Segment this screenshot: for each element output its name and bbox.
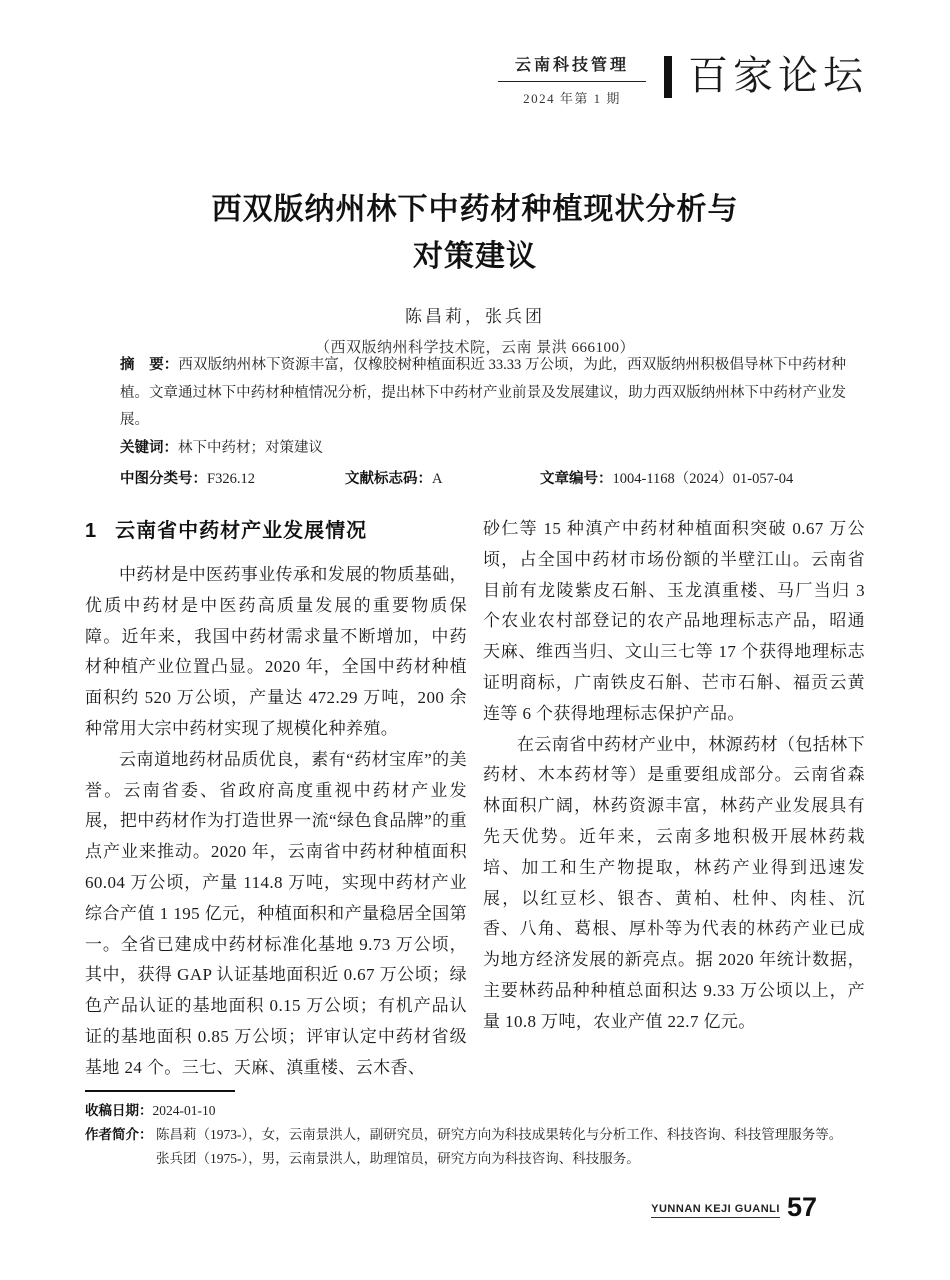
article-title-line1: 西双版纳州林下中药材种植现状分析与 bbox=[211, 193, 739, 226]
document-code bbox=[345, 466, 540, 494]
article-affiliation: （西双版纳州科学技术院，云南 景洪 666100） bbox=[314, 340, 635, 356]
paragraph: 在云南省中药材产业中，林源药材（包括林下药材、木本药材等）是重要组成部分。云南省森林面积广阔，林药资源丰富，林药产业发展具有先天优势。近年来，云南多地积极开展林药栽培、加工和生产物提取，林药产业得到迅速发展，以红豆杉、银杏、黄柏、杜仲、肉桂、沉香、八角、葛根、厚朴等为代表的林药产业已成为地方经济发展的新亮点。据 2020 年统计数据，主要林药品种种植总面积达 9.33 万公顷以上，产量 10.8 万吨，农业产值 22.7 亿元。 bbox=[483, 734, 865, 1031]
article-authors: 陈昌莉，张兵团 bbox=[405, 307, 545, 326]
section-1-heading bbox=[85, 516, 467, 546]
paragraph: 砂仁等 15 种滇产中药材种植面积突破 0.67 万公顷，占全国中药材市场份额的半壁江山。云南省目前有龙陵紫皮石斛、玉龙滇重楼、马厂当归 3 个农业农村部登记的农产品地理标志产品，昭通天麻、维西当归、文山三七等 17 个获得地理标志证明商标，广南铁皮石斛、芒市石斛、福贡云黄连等 6 个获得地理标志保护产品。 bbox=[483, 519, 865, 723]
footnote-block bbox=[85, 1090, 867, 1171]
keywords-label: 关键词： bbox=[120, 439, 178, 456]
keywords bbox=[120, 435, 846, 463]
classification-row bbox=[120, 466, 846, 494]
page-number: 57 bbox=[786, 1192, 817, 1222]
received-date-value: 2024-01-10 bbox=[152, 1103, 216, 1118]
article-id-label: 文章编号： bbox=[540, 471, 613, 487]
paragraph: 中药材是中医药事业传承和发展的物质基础，优质中药材是中医药高质量发展的重要物质保障。近年来，我国中药材需求量不断增加，中药材种植产业位置凸显。2020 年，全国中药材种植面积约 520 万公顷，产量达 472.29 万吨，200 余种常用大宗中药材实现了规模化种养殖。 bbox=[85, 565, 467, 738]
body-column-right bbox=[483, 514, 865, 1084]
body-column-left bbox=[85, 514, 467, 1084]
received-date-label: 收稿日期： bbox=[85, 1103, 153, 1118]
keywords-text: 林下中药材；对策建议 bbox=[178, 439, 323, 456]
author-bio-label: 作者简介： bbox=[85, 1127, 153, 1142]
article-meta-block bbox=[120, 352, 846, 494]
journal-issue: 2024 年第 1 期 bbox=[523, 91, 621, 106]
abstract bbox=[120, 352, 846, 435]
journal-name-box bbox=[498, 50, 646, 107]
column-separator-bar bbox=[664, 56, 672, 98]
article-id bbox=[540, 466, 846, 494]
author-bio-line2: 张兵团（1975-），男，云南景洪人，助理馆员，研究方向为科技咨询、科技服务。 bbox=[156, 1151, 640, 1166]
paragraph: 云南道地药材品质优良，素有“药材宝库”的美誉。云南省委、省政府高度重视中药材产业发展，把中药材作为打造世界一流“绿色食品牌”的重点产业来推动。2020 年，云南省中药材种植面积 60.04 万公顷，产量 114.8 万吨，实现中药材产业综合产值 1 195 亿元，种植面积和产量稳居全国第一。全省已建成中药材标准化基地 9.73 万公顷，其中，获得 GAP 认证基地面积近 0.67 万公顷；绿色产品认证的基地面积 0.15 万公顷；有机产品认证的基地面积 0.85 万公顷；评审认定中药材省级基地 24 个。三七、天麻、滇重楼、云木香、 bbox=[85, 749, 467, 1077]
title-block bbox=[0, 186, 950, 357]
document-code-label: 文献标志码： bbox=[345, 471, 432, 487]
article-body bbox=[85, 514, 865, 1084]
clc-value: F326.12 bbox=[207, 471, 255, 487]
footnote-divider bbox=[85, 1090, 235, 1092]
journal-name: 云南科技管理 bbox=[514, 57, 629, 74]
journal-romanized-name: YUNNAN KEJI GUANLI bbox=[651, 1203, 780, 1218]
article-id-value: 1004-1168（2024）01-057-04 bbox=[612, 471, 794, 487]
article-title bbox=[0, 186, 950, 280]
document-code-value: A bbox=[432, 471, 443, 487]
author-bio-line1: 陈昌莉（1973-），女，云南景洪人，副研究员，研究方向为科技成果转化与分析工作、科技咨询、科技管理服务等。 bbox=[156, 1127, 843, 1142]
page-footer bbox=[651, 1194, 817, 1221]
received-date bbox=[85, 1099, 867, 1123]
author-bio bbox=[85, 1123, 867, 1171]
abstract-label: 摘 要： bbox=[120, 357, 179, 373]
abstract-text: 西双版纳州林下资源丰富，仅橡胶树种植面积近 33.33 万公顷，为此，西双版纳州积极倡导林下中药材种植。文章通过林下中药材种植情况分析，提出林下中药材产业前景及发展建议，助力西双版纳州林下中药材产业发展。 bbox=[120, 357, 847, 428]
column-name: 百家论坛 bbox=[688, 54, 868, 98]
article-title-line2: 对策建议 bbox=[413, 240, 537, 273]
clc-label: 中图分类号： bbox=[120, 471, 207, 487]
journal-header bbox=[498, 50, 868, 107]
section-1-title: 云南省中药材产业发展情况 bbox=[115, 520, 368, 542]
clc-number bbox=[120, 466, 345, 494]
section-1-number: 1 bbox=[85, 520, 98, 542]
